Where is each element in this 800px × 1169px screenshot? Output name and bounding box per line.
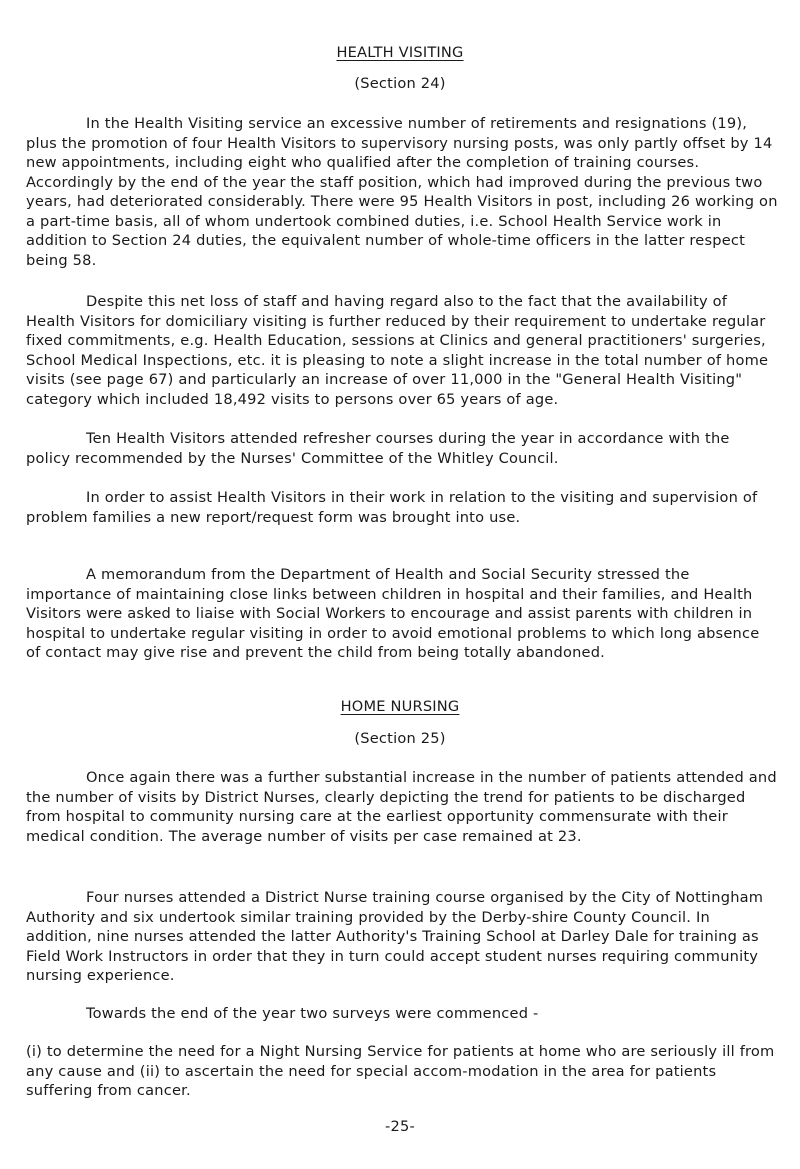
section-subheading-25: (Section 25) xyxy=(354,730,446,747)
paragraph: Four nurses attended a District Nurse training course organised by the City of Nottingham Authority and six undertook similar training provided by the Derby-shire County Council. In addition, nine nurses attended the latter Authority's Training School at Darley Dale for training as Field Work Instructors in order that they in turn could accept student nurses requiring community nursing experience. xyxy=(26,889,764,984)
page-number: -25- xyxy=(385,1118,415,1135)
paragraph: In the Health Visiting service an excessive number of retirements and resignations (19), plus the promotion of four Health Visitors to supervisory nursing posts, was only partly offset by 14 new appointments, including eight who qualified after the completion of training courses. Accordingly by the end of the year the staff position, which had improved during the previous two years, had deteriorated considerably. There were 95 Health Visitors in post, including 26 working on a part-time basis, all of whom undertook combined duties, i.e. School Health Service work in addition to Section 24 duties, the equivalent number of whole-time officers in the latter respect being 58. xyxy=(26,115,778,269)
paragraph: Once again there was a further substantial increase in the number of patients attended and the number of visits by District Nurses, clearly depicting the trend for patients to be discharged from hospital to community nursing care at the earliest opportunity commensurate with their medical condition. The average number of visits per case remained at 23. xyxy=(26,769,777,845)
paragraph: (i) to determine the need for a Night Nursing Service for patients at home who are seriously ill from any cause and (ii) to ascertain the need for special accom-modation in the area for patients suffering from cancer. xyxy=(26,1043,775,1099)
paragraph: Towards the end of the year two surveys were commenced - xyxy=(86,1005,539,1022)
section-subheading-24: (Section 24) xyxy=(354,75,446,92)
paragraph: Despite this net loss of staff and having regard also to the fact that the availability of Health Visitors for domiciliary visiting is further reduced by their requirement to undertake regular fixed commitments, e.g. Health Education, sessions at Clinics and general practitioners' surgeries, School Medical Inspections, etc. it is pleasing to note a slight increase in the total number of home visits (see page 67) and particularly an increase of over 11,000 in the "General Health Visiting" category which included 18,492 visits to persons over 65 years of age. xyxy=(26,293,769,408)
paragraph: In order to assist Health Visitors in their work in relation to the visiting and supervision of problem families a new report/request form was brought into use. xyxy=(26,489,758,526)
section-heading-health-visiting: HEALTH VISITING xyxy=(336,44,464,61)
section-heading-home-nursing: HOME NURSING xyxy=(340,698,460,715)
paragraph: A memorandum from the Department of Health and Social Security stressed the importance of maintaining close links between children in hospital and their families, and Health Visitors were asked to liaise with Social Workers to encourage and assist parents with children in hospital to undertake regular visiting in order to avoid emotional problems to which long absence of contact may give rise and prevent the child from being totally abandoned. xyxy=(26,566,760,661)
paragraph: Ten Health Visitors attended refresher courses during the year in accordance with the policy recommended by the Nurses' Committee of the Whitley Council. xyxy=(26,430,730,467)
